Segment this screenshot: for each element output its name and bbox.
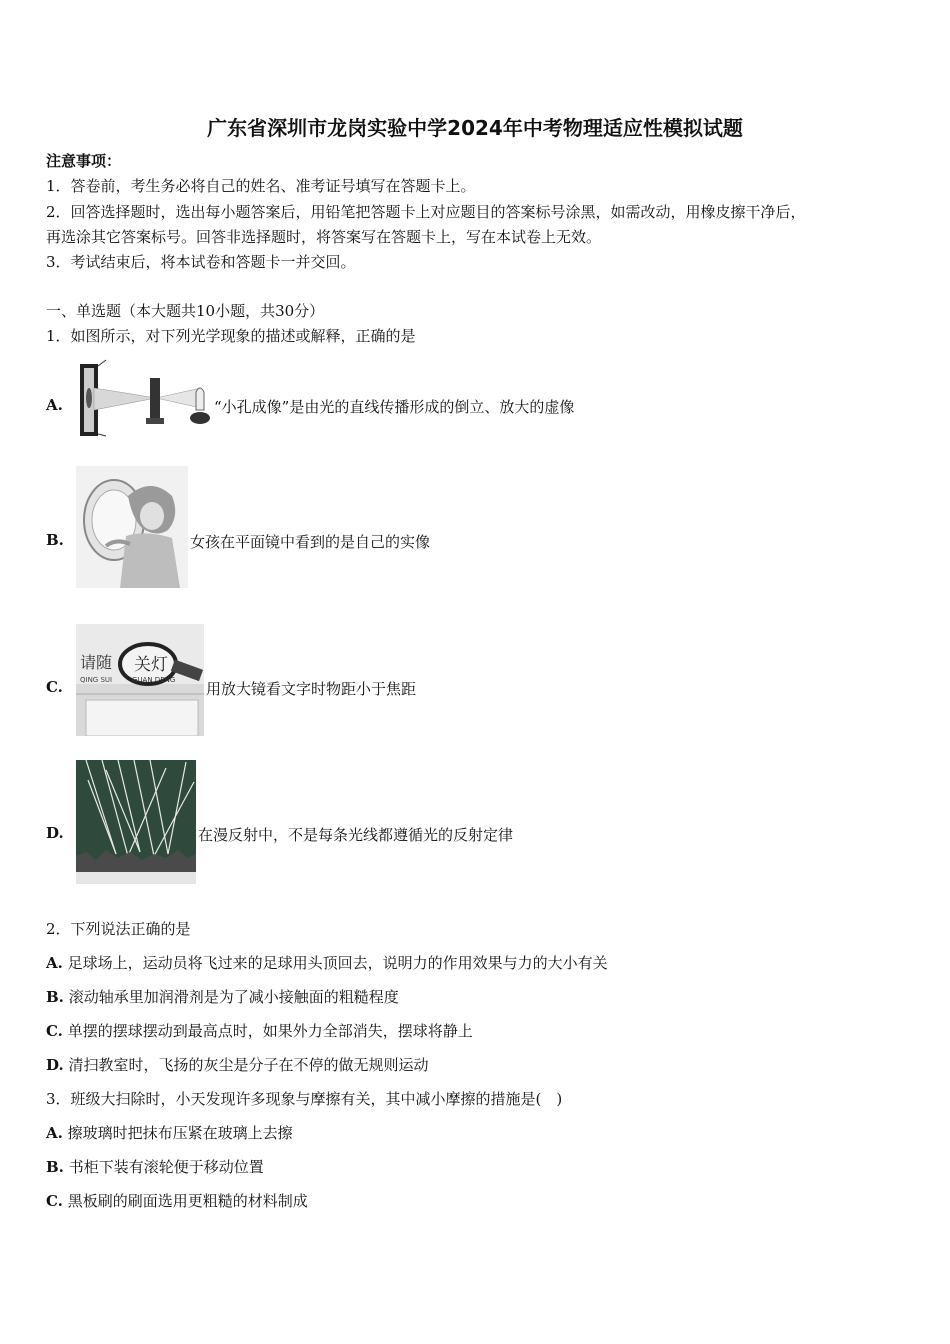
q3-option-a [46,1123,293,1143]
page-title: 广东省深圳市龙岗实验中学2024年中考物理适应性模拟试题 [207,116,743,140]
q3-option-c [46,1191,308,1211]
sign-pinyin-right: GUAN DENG [132,676,176,684]
question-2-stem: 2．下列说法正确的是 [46,920,191,938]
q2-option-b-text: 滚动轴承里加润滑剂是为了减小接触面的粗糙程度 [68,988,399,1006]
q2-option-a-letter: A. [46,954,63,972]
notice-item: 再选涂其它答案标号。回答非选择题时，将答案写在答题卡上，写在本试卷上无效。 [46,228,602,246]
notice-item: 2．回答选择题时，选出每小题答案后，用铅笔把答题卡上对应题目的答案标号涂黑，如需改动，用橡皮擦干净后， [46,203,806,221]
q3-option-c-text: 黑板刷的刷面选用更粗糙的材料制成 [67,1192,308,1210]
question-1-stem: 1．如图所示，对下列光学现象的描述或解释，正确的是 [46,327,416,345]
q1-option-b-letter: B. [46,531,64,549]
diffuse-reflection-icon [76,760,196,884]
q2-option-d [46,1055,429,1075]
q2-option-d-letter: D. [46,1056,64,1074]
sign-pinyin-left: QING SUI [80,676,113,684]
q2-option-b-letter: B. [46,988,64,1006]
sign-text-right: 关灯 [134,655,168,675]
q1-option-d-letter: D. [46,824,64,842]
q1-option-c-letter: C. [46,678,63,696]
q2-option-c [46,1021,473,1041]
q3-option-b [46,1157,264,1177]
notice-item: 3．考试结束后，将本试卷和答题卡一并交回。 [46,253,356,271]
q1-option-a-letter: A. [46,396,63,414]
q3-option-b-letter: B. [46,1158,64,1176]
q1-option-a-text: “小孔成像”是由光的直线传播形成的倒立、放大的虚像 [214,398,575,416]
q1-option-b-text: 女孩在平面镜中看到的是自己的实像 [190,533,431,551]
q2-option-d-text: 清扫教室时，飞扬的灰尘是分子在不停的做无规则运动 [68,1056,429,1074]
q3-option-a-text: 擦玻璃时把抹布压紧在玻璃上去擦 [67,1124,293,1142]
q2-option-a-text: 足球场上，运动员将飞过来的足球用头顶回去，说明力的作用效果与力的大小有关 [67,954,608,972]
pinhole-camera-icon [76,358,212,440]
girl-mirror-icon [76,466,188,588]
section-heading: 一、单选题（本大题共10小题，共30分） [46,302,325,320]
notice-item: 1．答卷前，考生务必将自己的姓名、准考证号填写在答题卡上。 [46,177,476,195]
q2-option-c-letter: C. [46,1022,63,1040]
notice-heading: 注意事项： [46,152,122,170]
q2-option-b [46,987,399,1007]
magnifier-icon [76,624,204,736]
question-3-stem: 3．班级大扫除时，小天发现许多现象与摩擦有关，其中减小摩擦的措施是( ) [46,1090,563,1108]
q1-option-d-text: 在漫反射中，不是每条光线都遵循光的反射定律 [198,826,514,844]
q3-option-b-text: 书柜下装有滚轮便于移动位置 [68,1158,264,1176]
sign-text-left: 请随 [80,653,113,672]
q2-option-a [46,953,608,973]
q3-option-c-letter: C. [46,1192,63,1210]
q1-option-c-text: 用放大镜看文字时物距小于焦距 [206,680,417,698]
q2-option-c-text: 单摆的摆球摆动到最高点时，如果外力全部消失，摆球将静上 [67,1022,473,1040]
q3-option-a-letter: A. [46,1124,63,1142]
